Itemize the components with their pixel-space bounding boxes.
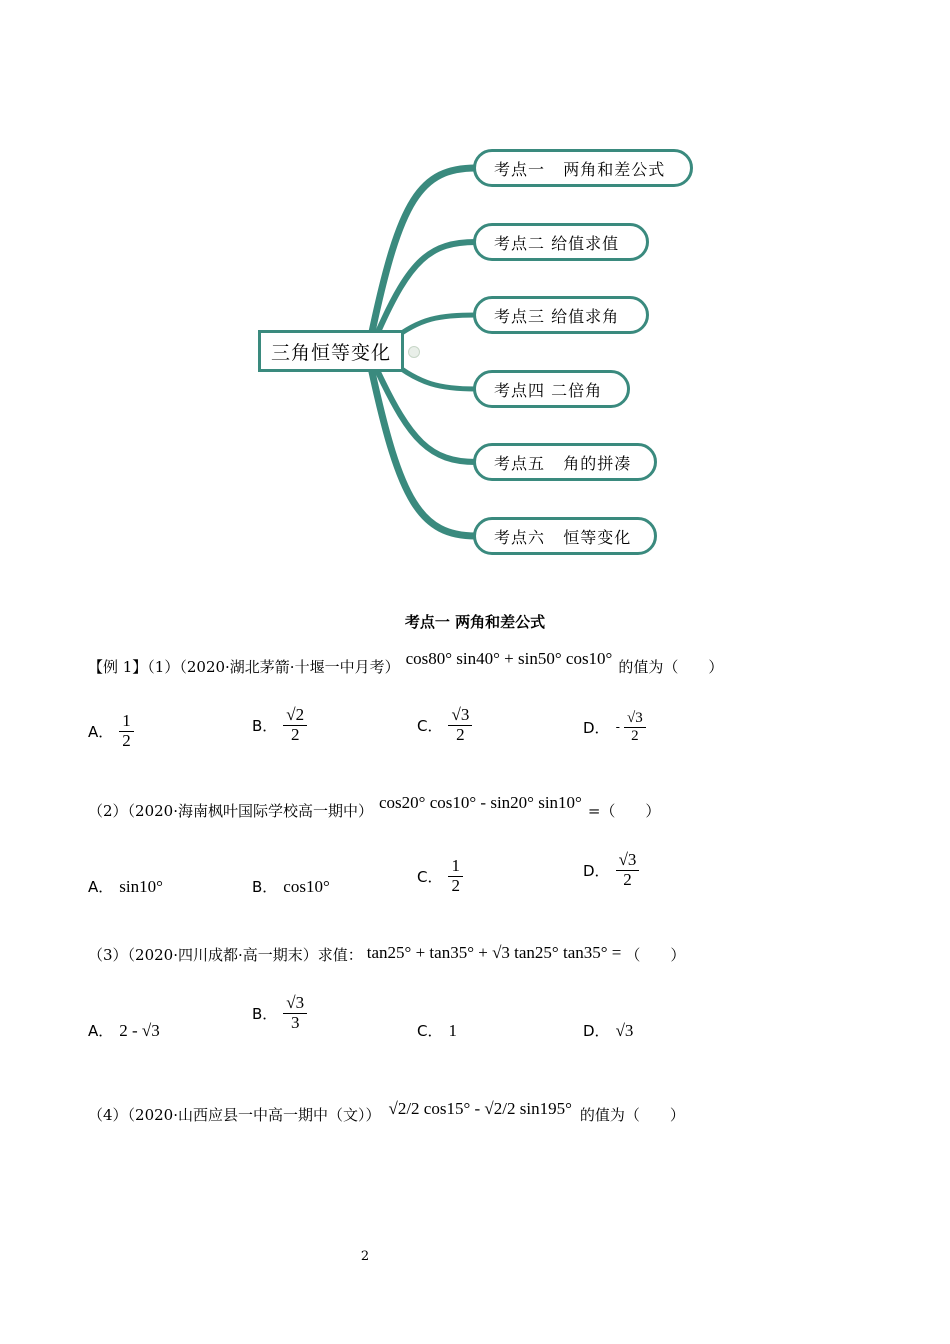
mindmap-node-4: 考点四 二倍角 [473, 370, 630, 408]
q1-option-a-fraction: $\frac{1}{2}$ [119, 712, 134, 750]
q2-option-d-fraction: $\frac{√3}{2}$ [616, 851, 640, 889]
q3-option-a-text: 2 - √3 [119, 1020, 160, 1040]
q1-option-d-fraction: $\frac{√3}{2}$ [624, 710, 646, 744]
question-3-expr: tan25° + tan35° + √3 tan25° tan35° = [366, 943, 622, 962]
question-2-expr: cos20° cos10° - sin20° sin10° [379, 793, 582, 812]
q2-option-a-text: sin10° [119, 876, 163, 896]
q1-option-b: B． $\frac{√2}{2}$ [252, 706, 307, 744]
connector-4 [392, 362, 476, 389]
connector-3 [392, 315, 476, 340]
q3-option-b-fraction: $\frac{√3}{3}$ [283, 994, 307, 1032]
q1-option-d: D． - $\frac{√3}{2}$ [583, 710, 646, 744]
mindmap-node-2: 考点二 给值求值 [473, 223, 649, 261]
question-3-prefix: （3）（2020·四川成都·高一期末）求值： [88, 946, 363, 964]
q1-option-c: C． $\frac{√3}{2}$ [417, 706, 472, 744]
q2-option-c-fraction: $\frac{1}{2}$ [448, 857, 463, 895]
q1-option-a: A． $\frac{1}{2}$ [88, 712, 134, 750]
q1-option-c-fraction: $\frac{√3}{2}$ [448, 706, 472, 744]
q2-option-c: C． $\frac{1}{2}$ [417, 857, 463, 895]
question-2 [88, 793, 661, 821]
q2-option-b-text: cos10° [283, 876, 330, 896]
question-4-expr: √2/2 cos15° - √2/2 sin195° [388, 1099, 572, 1118]
q2-option-b: B． cos10° [252, 876, 330, 896]
question-4 [88, 1099, 685, 1125]
question-4-prefix: （4）（2020·山西应县一中高一期中（文）） [88, 1106, 381, 1124]
collapse-dot-icon [408, 346, 420, 358]
mindmap-root-label: 三角恒等变化 [270, 341, 391, 364]
q1-option-b-fraction: $\frac{√2}{2}$ [283, 706, 307, 744]
q3-option-d: D． √3 [583, 1020, 634, 1040]
question-2-suffix: =（ ） [587, 802, 661, 820]
q3-option-c-text: 1 [448, 1020, 457, 1040]
question-3 [88, 944, 685, 965]
section-title: 考点一 两角和差公式 [404, 613, 546, 631]
page-number: 2 [360, 1249, 370, 1264]
mindmap-root [258, 330, 404, 372]
question-2-prefix: （2）（2020·海南枫叶国际学校高一期中） [88, 802, 373, 820]
mindmap-node-6: 考点六 恒等变化 [473, 517, 657, 555]
mindmap-node-3: 考点三 给值求角 [473, 296, 649, 334]
q3-option-b: B． $\frac{√3}{3}$ [252, 994, 307, 1032]
question-1-expr: cos80° sin40° + sin50° cos10° [405, 649, 613, 668]
q2-option-a: A． sin10° [88, 876, 163, 896]
q3-option-a: A． 2 - √3 [88, 1020, 160, 1040]
question-4-suffix: 的值为（ ） [579, 1106, 685, 1124]
q3-option-d-text: √3 [615, 1020, 634, 1040]
question-1 [88, 649, 724, 677]
q2-option-d: D． $\frac{√3}{2}$ [583, 851, 639, 889]
mindmap-node-1: 考点一 两角和差公式 [473, 149, 693, 187]
mindmap-node-5: 考点五 角的拼凑 [473, 443, 657, 481]
question-1-prefix: 【例 1】（1）（2020·湖北茅箭·十堰一中月考） [88, 658, 400, 676]
question-3-suffix: （ ） [625, 946, 686, 964]
q3-option-c: C． 1 [417, 1020, 457, 1040]
mindmap-connectors [0, 0, 950, 600]
question-1-suffix: 的值为（ ） [618, 658, 724, 676]
